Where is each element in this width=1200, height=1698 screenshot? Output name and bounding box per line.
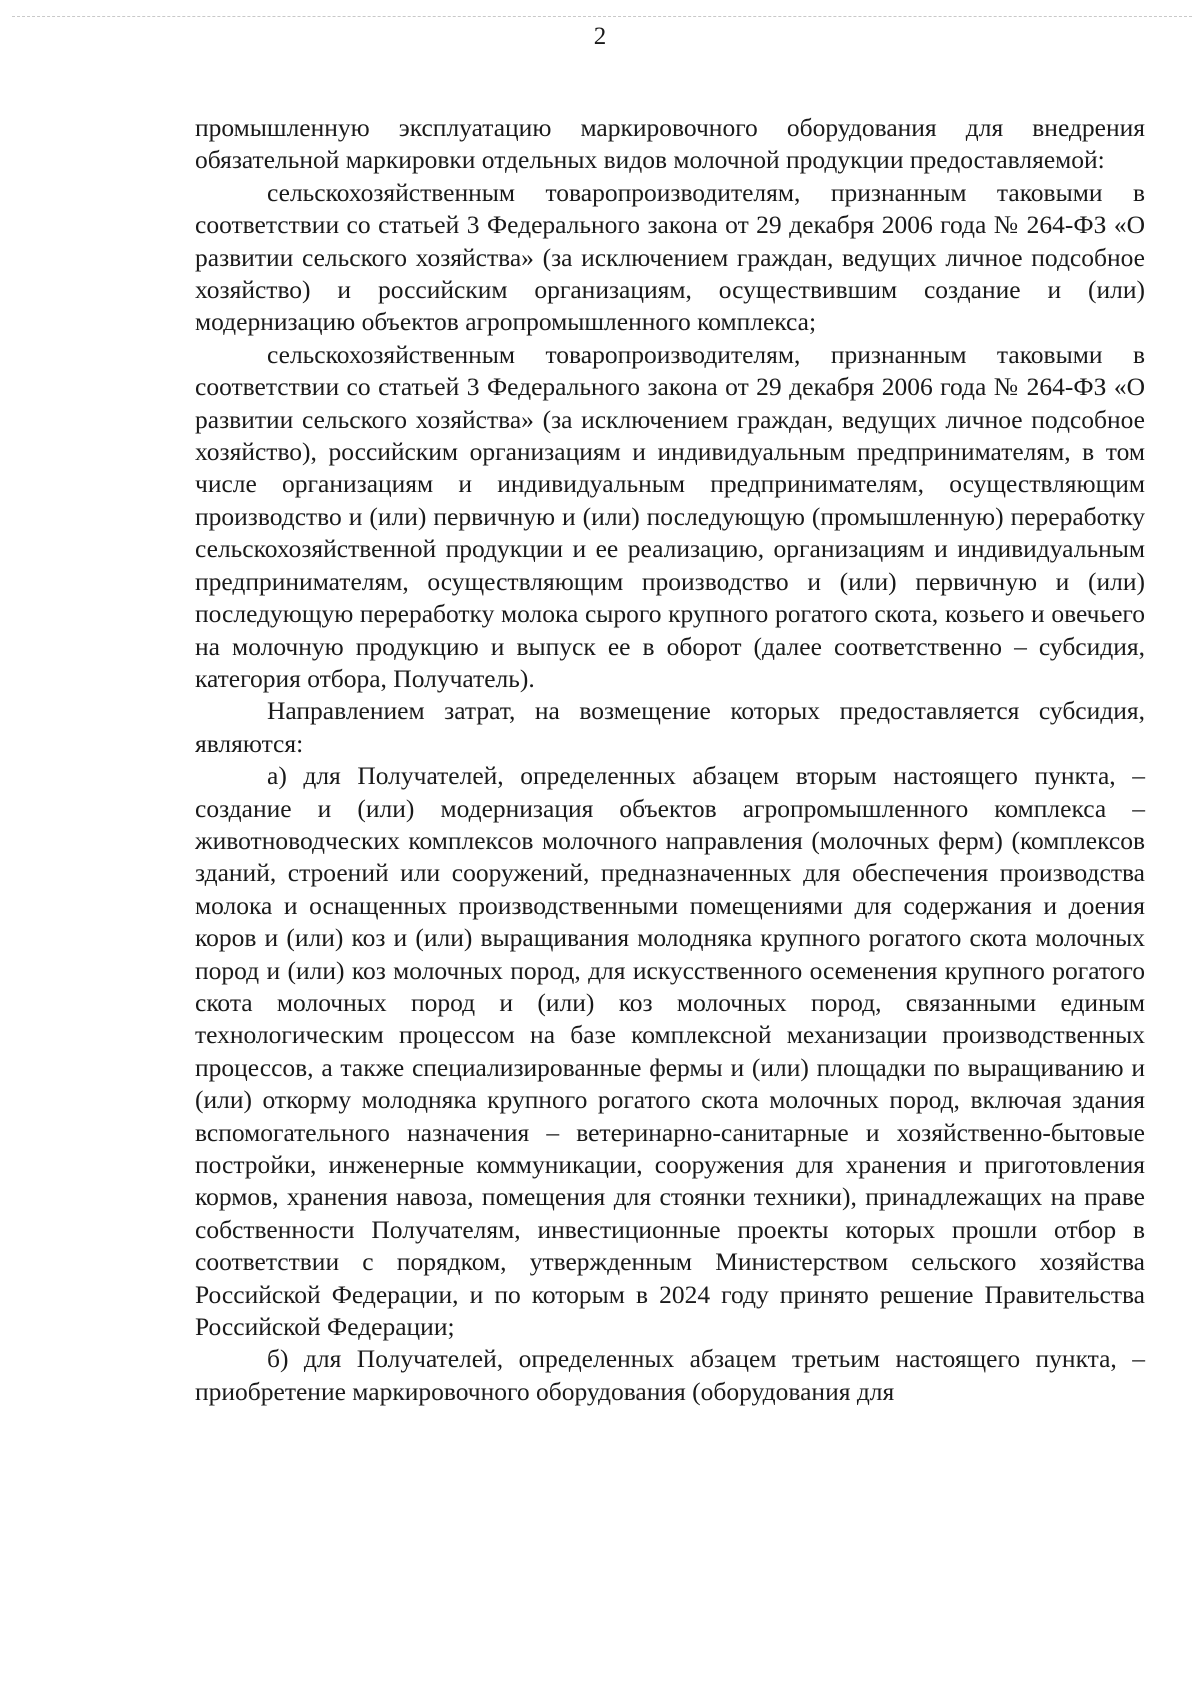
document-body (195, 112, 1145, 1408)
paragraph-4: Направлением затрат, на возмещение которых предоставляется субсидия, являются: (195, 696, 1145, 758)
paragraph-5: а) для Получателей, определенных абзацем вторым настоящего пункта, – создание и (или) модернизация объектов агропромышленного комплекса – животноводческих комплексов молочного направления (молочных ферм) (комплексов зданий, строений или сооружений, предназначенных для обеспечения производства молока и оснащенных производственными помещениями для содержания и доения коров и (или) коз и (или) выращивания молодняка крупного рогатого скота молочных пород и (или) коз молочных пород, для искусственного осеменения крупного рогатого скота молочных пород и (или) коз молочных пород, связанными единым технологическим процессом на базе комплексной механизации производственных процессов, а также специализированные фермы и (или) площадки по выращиванию и (или) откорму молодняка крупного рогатого скота молочных пород, включая здания вспомогательного назначения – ветеринарно-санитарные и хозяйственно-бытовые постройки, инженерные коммуникации, сооружения для хранения и приготовления кормов, хранения навоза, помещения для стоянки техники), принадлежащих на праве собственности Получателям, инвестиционные проекты которых прошли отбор в соответствии с порядком, утвержденным Министерством сельского хозяйства Российской Федерации, и по которым в 2024 году принято решение Правительства Российской Федерации; (195, 761, 1145, 1342)
scan-edge-line (12, 16, 1192, 17)
paragraph-1: промышленную эксплуатацию маркировочного оборудования для внедрения обязательной маркировки отдельных видов молочной продукции предоставляемой: (195, 113, 1145, 175)
page-number: 2 (593, 23, 607, 50)
paragraph-6: б) для Получателей, определенных абзацем третьим настоящего пункта, – приобретение маркировочного оборудования (оборудования для (195, 1344, 1145, 1406)
paragraph-2: сельскохозяйственным товаропроизводителям, признанным таковыми в соответствии со статьей 3 Федерального закона от 29 декабря 2006 года № 264-ФЗ «О развитии сельского хозяйства» (за исключением граждан, ведущих личное подсобное хозяйство) и российским организациям, осуществившим создание и (или) модернизацию объектов агропромышленного комплекса; (195, 177, 1145, 337)
paragraph-3: сельскохозяйственным товаропроизводителям, признанным таковыми в соответствии со статьей 3 Федерального закона от 29 декабря 2006 года № 264-ФЗ «О развитии сельского хозяйства» (за исключением граждан, ведущих личное подсобное хозяйство), российским организациям и индивидуальным предпринимателям, в том числе организациям и индивидуальным предпринимателям, осуществляющим производство и (или) первичную и (или) последующую (промышленную) переработку сельскохозяйственной продукции и ее реализацию, организациям и индивидуальным предпринимателям, осуществляющим производство и (или) первичную и (или) последующую переработку молока сырого крупного рогатого скота, козьего и овечьего на молочную продукцию и выпуск ее в оборот (далее соответственно – субсидия, категория отбора, Получатель). (195, 339, 1145, 693)
